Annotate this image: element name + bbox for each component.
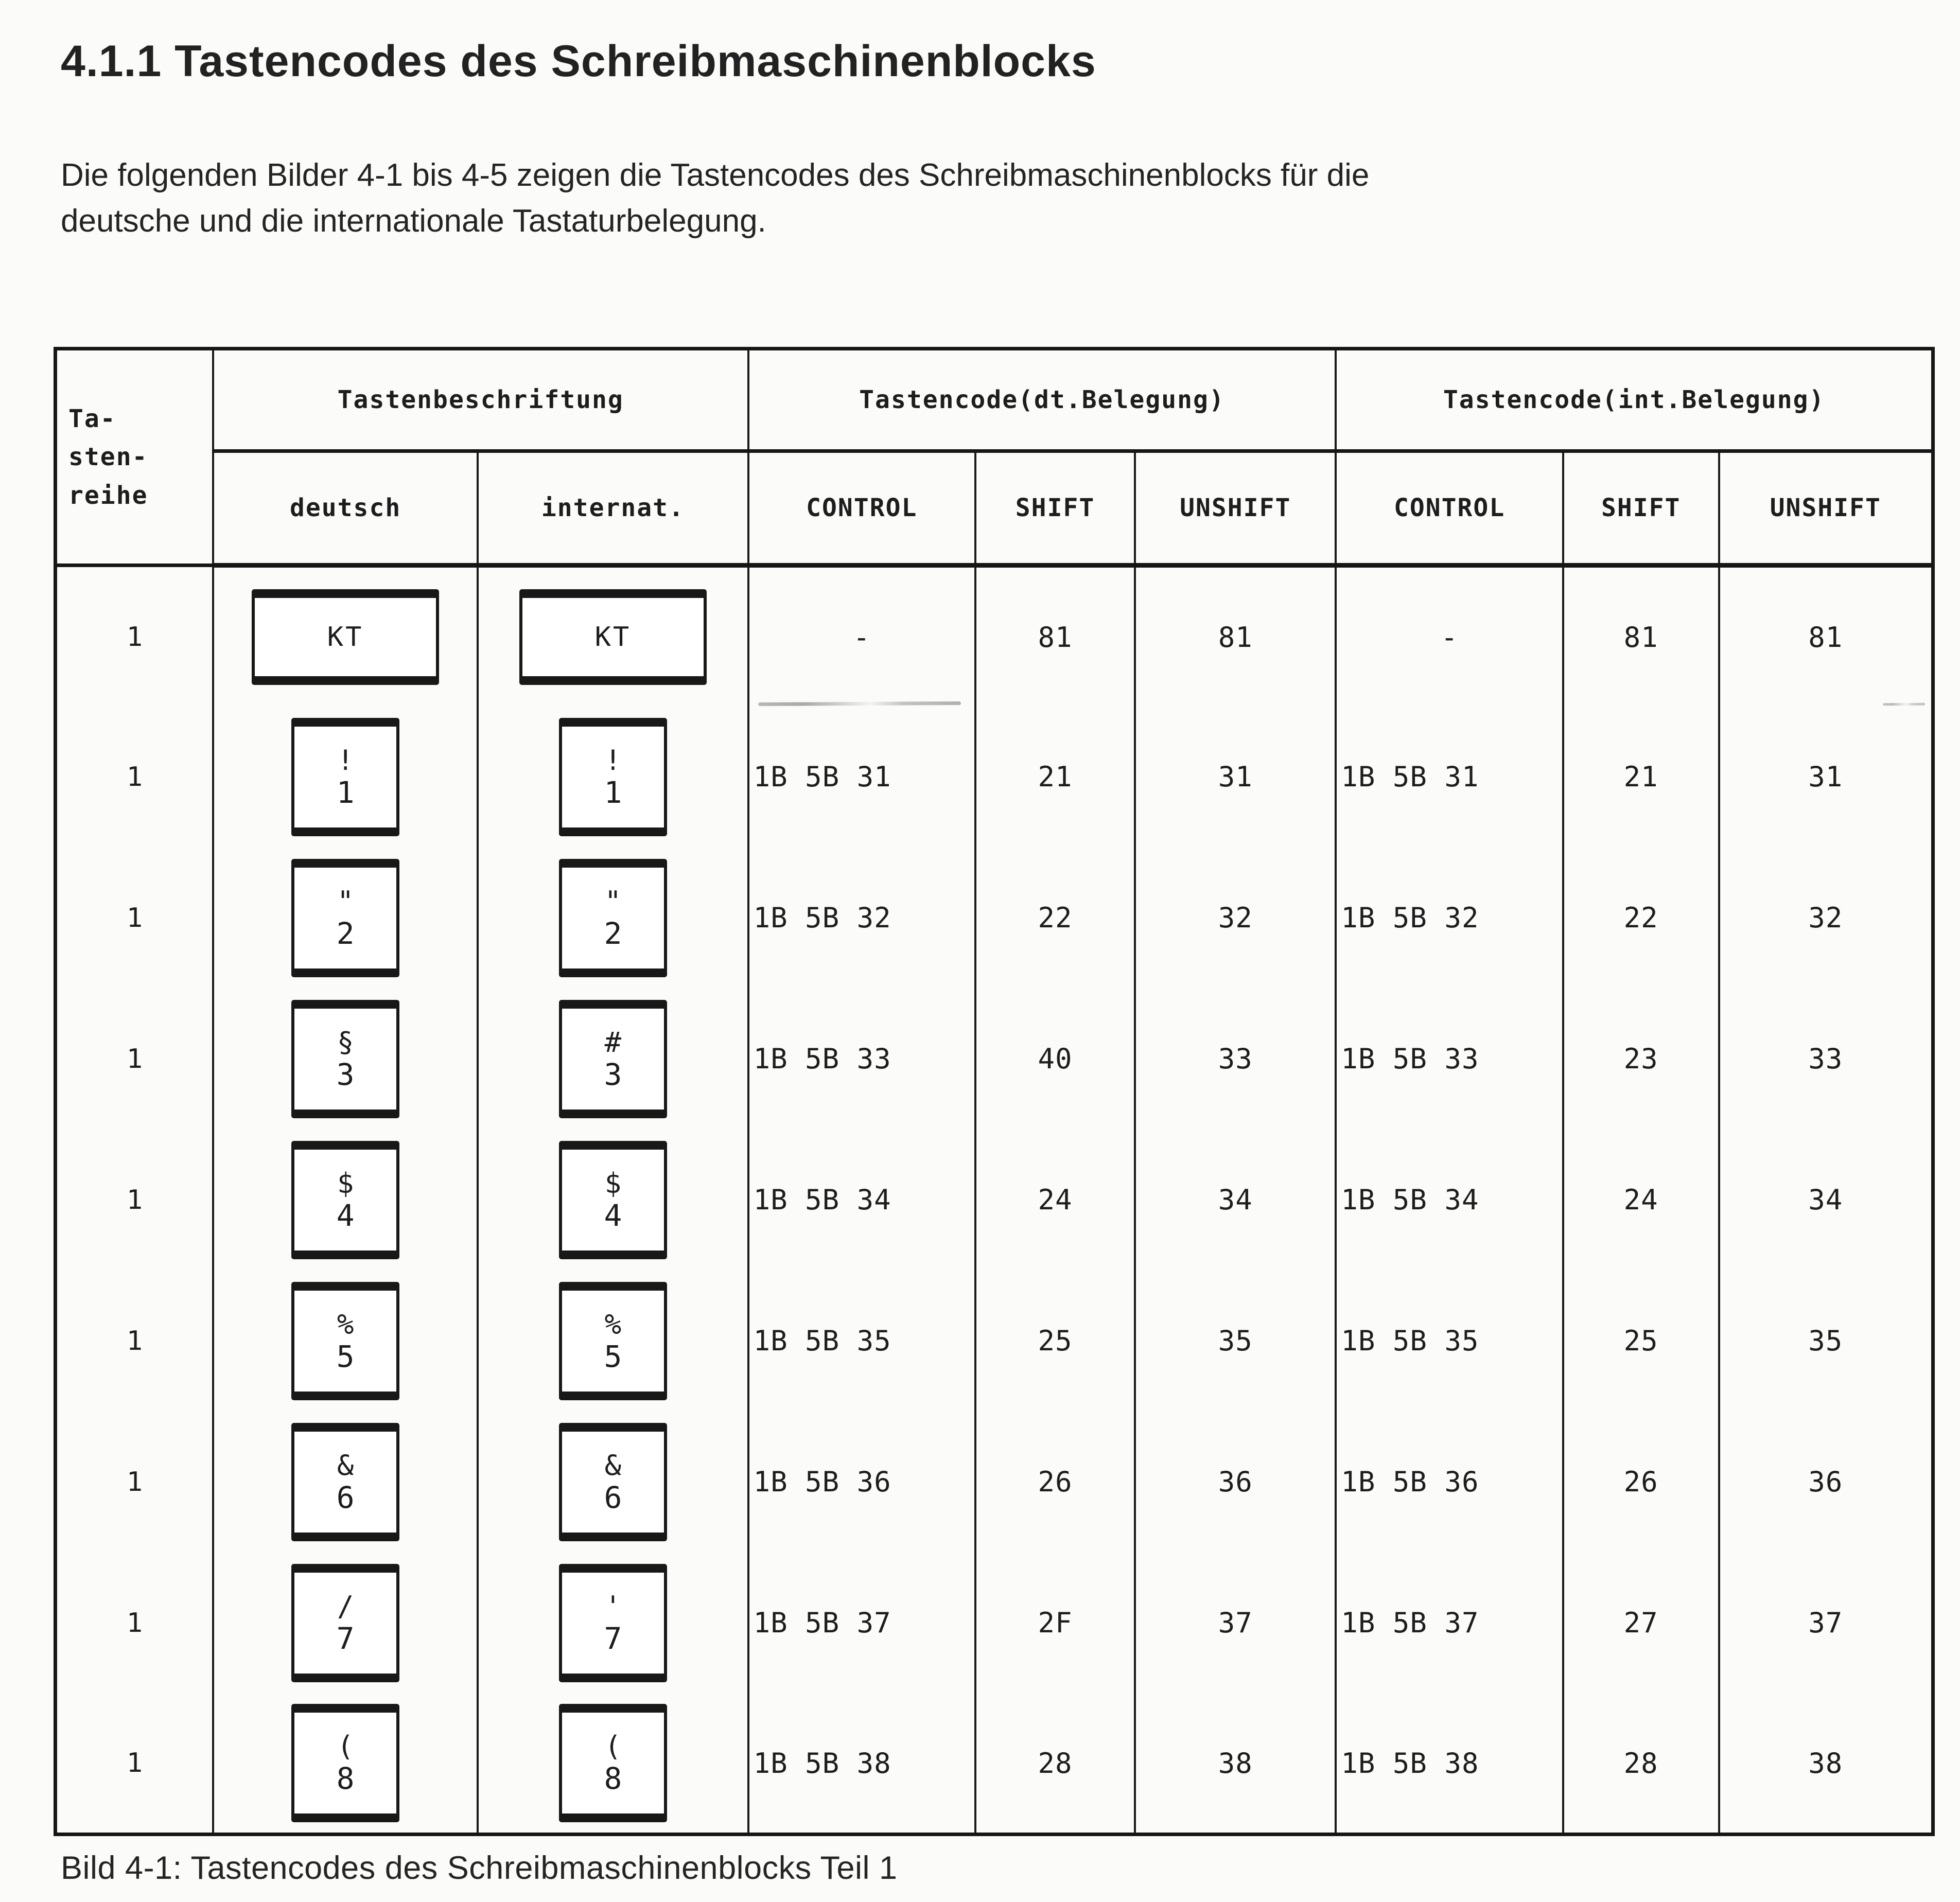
header-tastenreihe-line: reihe — [68, 481, 148, 510]
header-tastenreihe-line: Ta- — [68, 404, 116, 433]
code-dt-control: 1B 5B 34 — [748, 1130, 975, 1271]
keycap-cell-deutsch — [213, 1412, 478, 1553]
code-int-control: 1B 5B 37 — [1336, 1553, 1563, 1694]
keycap-base-symbol: 2 — [604, 915, 622, 951]
code-dt-unshift: 37 — [1135, 1553, 1336, 1694]
header-tastencode-dt: Tastencode(dt.Belegung) — [748, 349, 1336, 451]
keycap-shift-symbol: ! — [337, 744, 354, 777]
keycap-cell-deutsch — [213, 1553, 478, 1694]
code-dt-control: 1B 5B 38 — [748, 1694, 975, 1835]
code-dt-unshift: 31 — [1135, 707, 1336, 848]
table-row — [56, 566, 1933, 707]
code-int-control: - — [1336, 566, 1563, 707]
table-row — [56, 1694, 1933, 1835]
code-dt-unshift: 34 — [1135, 1130, 1336, 1271]
intro-line-2: deutsche und die internationale Tastaturbelegung. — [61, 203, 766, 239]
code-int-control: 1B 5B 35 — [1336, 1271, 1563, 1412]
key-row-index: 1 — [126, 761, 143, 792]
code-int-shift: 25 — [1563, 1271, 1719, 1412]
keycap-base-symbol: 5 — [336, 1339, 355, 1374]
keycap-cell-deutsch — [213, 1271, 478, 1412]
keycap-shift-symbol: $ — [337, 1167, 354, 1200]
keycap-cell-deutsch — [213, 1130, 478, 1271]
code-int-shift: 27 — [1563, 1553, 1719, 1694]
key-row-index: 1 — [126, 621, 143, 653]
keycap-internat — [559, 1282, 667, 1400]
keycap-base-symbol: 6 — [336, 1480, 355, 1515]
keycap-deutsch — [252, 589, 439, 685]
keycap-internat — [559, 1564, 667, 1682]
code-dt-shift: 2F — [975, 1553, 1135, 1694]
keycode-table-wrap — [54, 347, 1935, 1836]
code-dt-shift: 25 — [975, 1271, 1135, 1412]
code-dt-shift: 21 — [975, 707, 1135, 848]
keycap-internat — [559, 1000, 667, 1118]
header-shift-dt: SHIFT — [975, 451, 1135, 566]
scan-artifact — [758, 701, 961, 706]
keycap-shift-symbol: KT — [327, 622, 364, 653]
code-int-shift: 22 — [1563, 848, 1719, 989]
code-int-unshift: 31 — [1719, 707, 1933, 848]
code-dt-unshift: 32 — [1135, 848, 1336, 989]
code-dt-control: 1B 5B 31 — [748, 707, 975, 848]
header-internat: internat. — [478, 451, 748, 566]
code-int-unshift: 35 — [1719, 1271, 1933, 1412]
keycap-cell-internat — [478, 848, 748, 989]
code-int-shift: 26 — [1563, 1412, 1719, 1553]
scan-artifact — [1883, 703, 1925, 706]
keycap-base-symbol: 7 — [336, 1621, 355, 1656]
intro-line-1: Die folgenden Bilder 4-1 bis 4-5 zeigen die Tastencodes des Schreibmaschinenblocks für die — [61, 157, 1370, 193]
keycap-base-symbol: 1 — [604, 774, 622, 810]
figure-caption: Bild 4-1: Tastencodes des Schreibmaschinenblocks Teil 1 — [61, 1850, 898, 1887]
keycap-shift-symbol: # — [604, 1026, 622, 1059]
code-int-control: 1B 5B 36 — [1336, 1412, 1563, 1553]
keycap-cell-internat — [478, 707, 748, 848]
keycap-cell-deutsch — [213, 1694, 478, 1835]
keycap-deutsch — [291, 1141, 399, 1259]
code-int-unshift: 34 — [1719, 1130, 1933, 1271]
keycap-internat — [559, 859, 667, 977]
code-int-control: 1B 5B 32 — [1336, 848, 1563, 989]
keycap-base-symbol: 1 — [336, 774, 355, 810]
table-row — [56, 1412, 1933, 1553]
keycap-cell-deutsch — [213, 848, 478, 989]
keycap-base-symbol: 7 — [604, 1621, 622, 1656]
keycode-table — [54, 347, 1935, 1836]
code-dt-control: 1B 5B 37 — [748, 1553, 975, 1694]
table-row — [56, 707, 1933, 848]
keycap-base-symbol: 4 — [336, 1197, 355, 1233]
keycap-base-symbol: 4 — [604, 1197, 622, 1233]
code-dt-shift: 26 — [975, 1412, 1135, 1553]
keycap-shift-symbol: % — [604, 1308, 622, 1341]
keycap-shift-symbol: & — [337, 1449, 354, 1482]
header-tastencode-int: Tastencode(int.Belegung) — [1336, 349, 1933, 451]
code-dt-unshift: 36 — [1135, 1412, 1336, 1553]
keycap-base-symbol: 3 — [336, 1056, 355, 1092]
keycap-deutsch — [291, 1282, 399, 1400]
keycap-deutsch — [291, 1000, 399, 1118]
code-int-shift: 28 — [1563, 1694, 1719, 1835]
keycap-internat — [559, 1423, 667, 1541]
intro-paragraph — [61, 153, 1893, 244]
code-dt-control: 1B 5B 32 — [748, 848, 975, 989]
keycap-internat — [519, 589, 707, 685]
code-int-unshift: 38 — [1719, 1694, 1933, 1835]
keycap-cell-deutsch — [213, 566, 478, 707]
table-row — [56, 989, 1933, 1130]
keycap-cell-deutsch — [213, 707, 478, 848]
keycap-base-symbol: 8 — [336, 1761, 355, 1797]
keycap-internat — [559, 1141, 667, 1259]
table-row — [56, 1271, 1933, 1412]
keycap-shift-symbol: ( — [337, 1730, 354, 1763]
header-tastenreihe-line: sten- — [68, 443, 148, 472]
keycap-base-symbol: 6 — [604, 1480, 622, 1515]
key-row-index: 1 — [126, 902, 143, 934]
header-deutsch: deutsch — [213, 451, 478, 566]
header-tastenbeschriftung: Tastenbeschriftung — [213, 349, 748, 451]
key-row-index: 1 — [126, 1466, 143, 1498]
keycap-cell-internat — [478, 1694, 748, 1835]
keycap-shift-symbol: % — [337, 1308, 354, 1341]
code-int-shift: 23 — [1563, 989, 1719, 1130]
code-int-unshift: 81 — [1719, 566, 1933, 707]
table-row — [56, 1553, 1933, 1694]
code-int-control: 1B 5B 34 — [1336, 1130, 1563, 1271]
header-unshift-int: UNSHIFT — [1719, 451, 1933, 566]
header-control-dt: CONTROL — [748, 451, 975, 566]
key-row-index: 1 — [126, 1184, 143, 1216]
keycap-shift-symbol: ( — [604, 1730, 622, 1763]
keycap-cell-internat — [478, 566, 748, 707]
keycap-cell-internat — [478, 1130, 748, 1271]
code-int-unshift: 33 — [1719, 989, 1933, 1130]
keycap-base-symbol: 3 — [604, 1056, 622, 1092]
keycap-deutsch — [291, 859, 399, 977]
key-row-index: 1 — [126, 1748, 143, 1779]
code-int-control: 1B 5B 33 — [1336, 989, 1563, 1130]
keycap-shift-symbol: ' — [604, 1590, 622, 1623]
keycap-cell-internat — [478, 1271, 748, 1412]
code-int-unshift: 32 — [1719, 848, 1933, 989]
table-row — [56, 1130, 1933, 1271]
keycap-shift-symbol: " — [337, 885, 354, 918]
code-dt-unshift: 81 — [1135, 566, 1336, 707]
keycap-deutsch — [291, 1564, 399, 1682]
code-int-control: 1B 5B 31 — [1336, 707, 1563, 848]
code-dt-shift: 22 — [975, 848, 1135, 989]
code-int-shift: 81 — [1563, 566, 1719, 707]
code-dt-shift: 28 — [975, 1694, 1135, 1835]
code-int-shift: 24 — [1563, 1130, 1719, 1271]
code-dt-shift: 24 — [975, 1130, 1135, 1271]
header-shift-int: SHIFT — [1563, 451, 1719, 566]
keycap-deutsch — [291, 1704, 399, 1822]
key-row-index: 1 — [126, 1607, 143, 1639]
keycap-shift-symbol: $ — [604, 1167, 622, 1200]
key-row-index: 1 — [126, 1325, 143, 1357]
keycap-shift-symbol: " — [604, 885, 622, 918]
header-tastenreihe — [56, 349, 213, 566]
code-dt-shift: 40 — [975, 989, 1135, 1130]
keycap-shift-symbol: ! — [604, 744, 622, 777]
code-dt-unshift: 38 — [1135, 1694, 1336, 1835]
section-heading: 4.1.1 Tastencodes des Schreibmaschinenblocks — [61, 37, 1096, 86]
code-dt-control: - — [748, 566, 975, 707]
keycap-cell-internat — [478, 989, 748, 1130]
header-control-int: CONTROL — [1336, 451, 1563, 566]
keycap-deutsch — [291, 1423, 399, 1541]
code-int-control: 1B 5B 38 — [1336, 1694, 1563, 1835]
keycap-cell-internat — [478, 1553, 748, 1694]
code-dt-control: 1B 5B 36 — [748, 1412, 975, 1553]
table-row — [56, 848, 1933, 989]
table-header — [56, 349, 1933, 566]
keycap-deutsch — [291, 718, 399, 836]
key-table-body — [56, 566, 1933, 1835]
code-dt-control: 1B 5B 33 — [748, 989, 975, 1130]
keycap-cell-deutsch — [213, 989, 478, 1130]
code-dt-shift: 81 — [975, 566, 1135, 707]
keycap-internat — [559, 1704, 667, 1822]
code-int-unshift: 37 — [1719, 1553, 1933, 1694]
code-dt-unshift: 35 — [1135, 1271, 1336, 1412]
keycap-shift-symbol: KT — [594, 622, 632, 653]
keycap-base-symbol: 5 — [604, 1339, 622, 1374]
key-row-index: 1 — [126, 1043, 143, 1075]
keycap-base-symbol: 2 — [336, 915, 355, 951]
keycap-base-symbol: 8 — [604, 1761, 622, 1797]
header-unshift-dt: UNSHIFT — [1135, 451, 1336, 566]
code-dt-unshift: 33 — [1135, 989, 1336, 1130]
keycap-shift-symbol: § — [337, 1026, 354, 1059]
code-int-unshift: 36 — [1719, 1412, 1933, 1553]
keycap-shift-symbol: / — [337, 1590, 354, 1623]
keycap-cell-internat — [478, 1412, 748, 1553]
keycap-internat — [559, 718, 667, 836]
keycap-shift-symbol: & — [604, 1449, 622, 1482]
code-dt-control: 1B 5B 35 — [748, 1271, 975, 1412]
code-int-shift: 21 — [1563, 707, 1719, 848]
